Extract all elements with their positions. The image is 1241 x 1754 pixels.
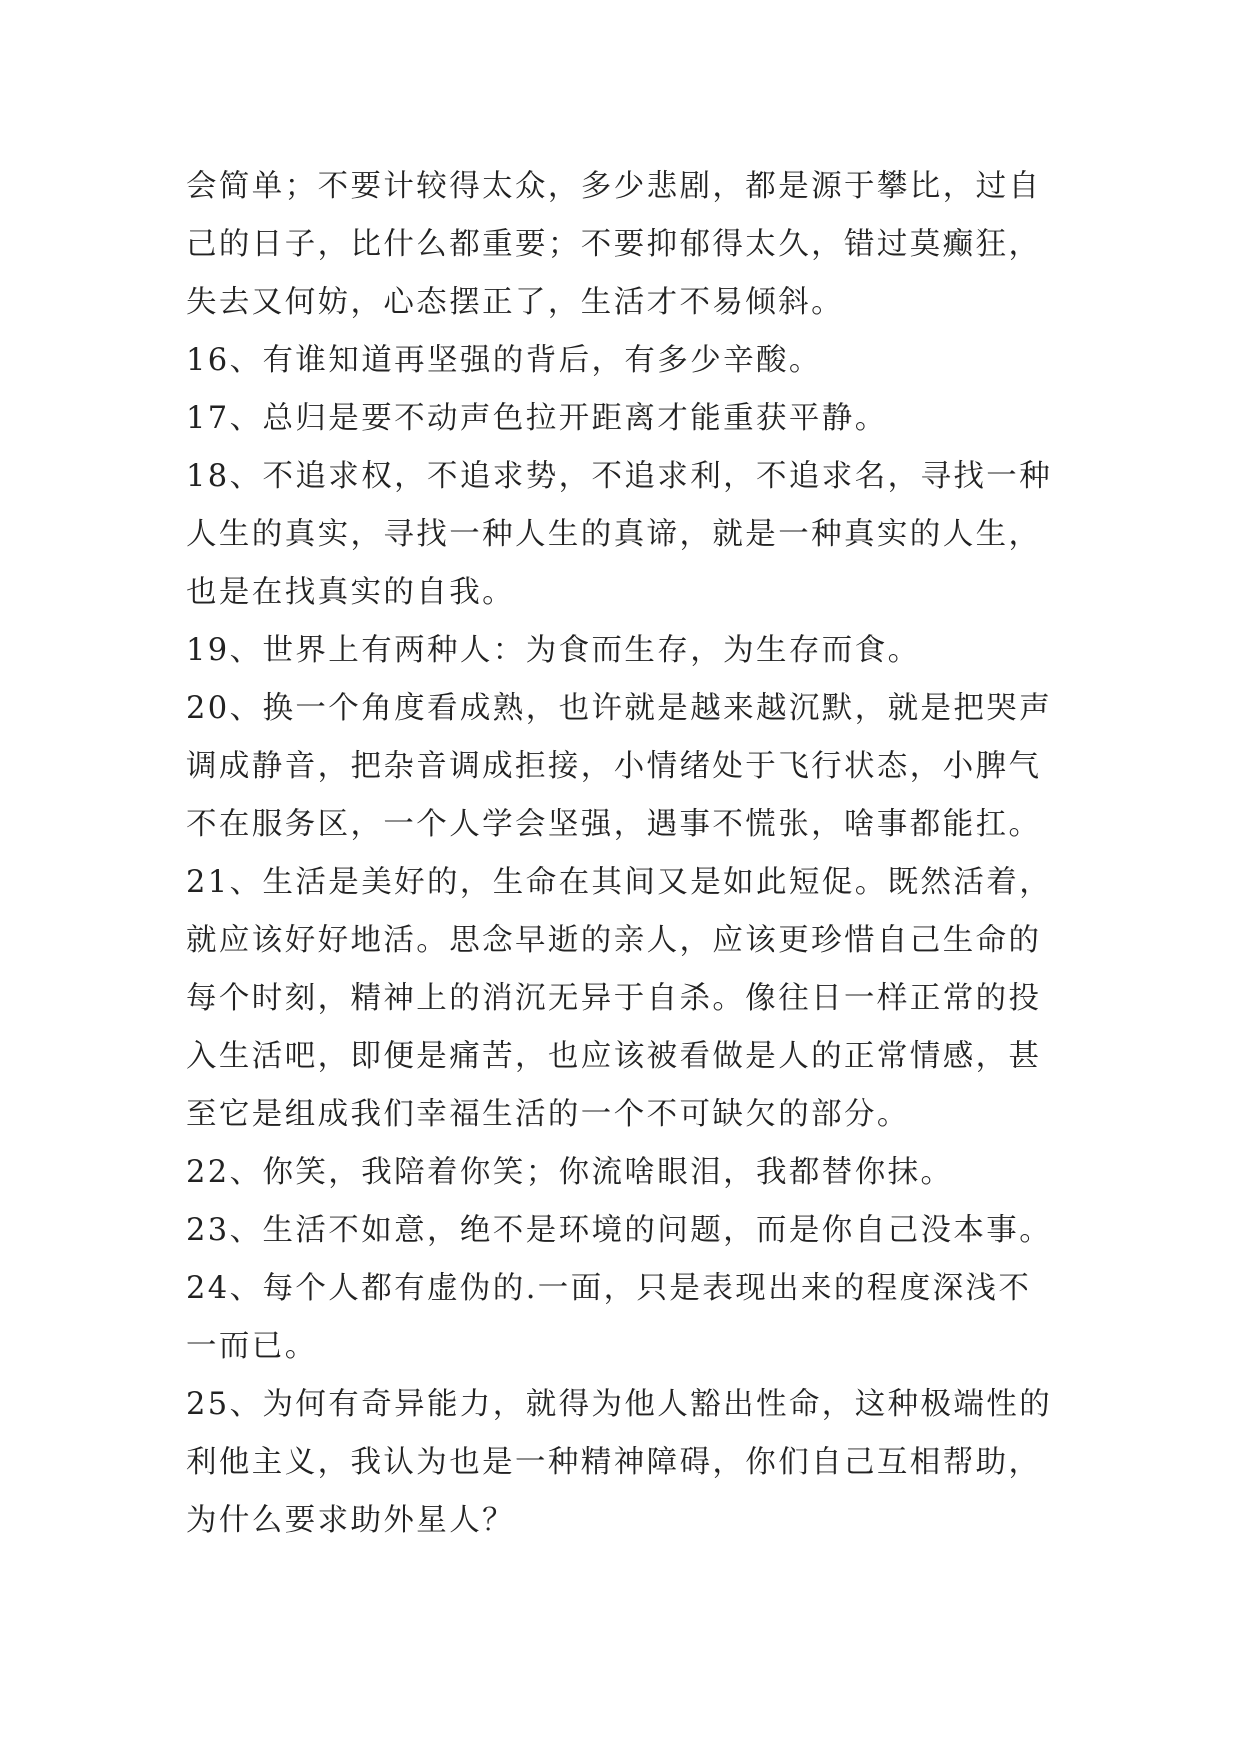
text-line: 至它是组成我们幸福生活的一个不可缺欠的部分。 [186, 1097, 910, 1132]
text-line: 16、有谁知道再坚强的背后，有多少辛酸。 [186, 343, 822, 378]
text-line: 人生的真实，寻找一种人生的真谛，就是一种真实的人生， [186, 517, 1042, 552]
text-line: 18、不追求权，不追求势，不追求利，不追求名，寻找一种 [186, 459, 1053, 494]
text-line: 17、总归是要不动声色拉开距离才能重获平静。 [186, 401, 888, 436]
text-line: 利他主义，我认为也是一种精神障碍，你们自己互相帮助， [186, 1445, 1042, 1480]
text-line: 22、你笑，我陪着你笑；你流啥眼泪，我都替你抹。 [186, 1155, 954, 1190]
text-line: 每个时刻，精神上的消沉无异于自杀。像往日一样正常的投 [186, 981, 1042, 1016]
text-line: 不在服务区，一个人学会坚强，遇事不慌张，啥事都能扛。 [186, 807, 1042, 842]
text-line: 就应该好好地活。思念早逝的亲人，应该更珍惜自己生命的 [186, 923, 1042, 958]
text-line: 己的日子，比什么都重要；不要抑郁得太久，错过莫癫狂， [186, 227, 1042, 262]
document-body [186, 158, 1066, 1550]
text-line: 20、换一个角度看成熟，也许就是越来越沉默，就是把哭声 [186, 691, 1053, 726]
text-line: 入生活吧，即便是痛苦，也应该被看做是人的正常情感，甚 [186, 1039, 1042, 1074]
text-line: 会简单；不要计较得太众，多少悲剧，都是源于攀比，过自 [186, 169, 1042, 204]
text-line: 也是在找真实的自我。 [186, 575, 515, 610]
text-line: 调成静音，把杂音调成拒接，小情绪处于飞行状态，小脾气 [186, 749, 1042, 784]
text-line: 23、生活不如意，绝不是环境的问题，而是你自己没本事。 [186, 1213, 1053, 1248]
text-line: 失去又何妨，心态摆正了，生活才不易倾斜。 [186, 285, 844, 320]
text-line: 一而已。 [186, 1329, 318, 1364]
text-line: 为什么要求助外星人？ [186, 1503, 515, 1538]
text-line: 19、世界上有两种人：为食而生存，为生存而食。 [186, 633, 921, 668]
text-line: 21、生活是美好的，生命在其间又是如此短促。既然活着， [186, 865, 1053, 900]
text-line: 24、每个人都有虚伪的.一面，只是表现出来的程度深浅不 [186, 1271, 1032, 1306]
text-line: 25、为何有奇异能力，就得为他人豁出性命，这种极端性的 [186, 1387, 1053, 1422]
